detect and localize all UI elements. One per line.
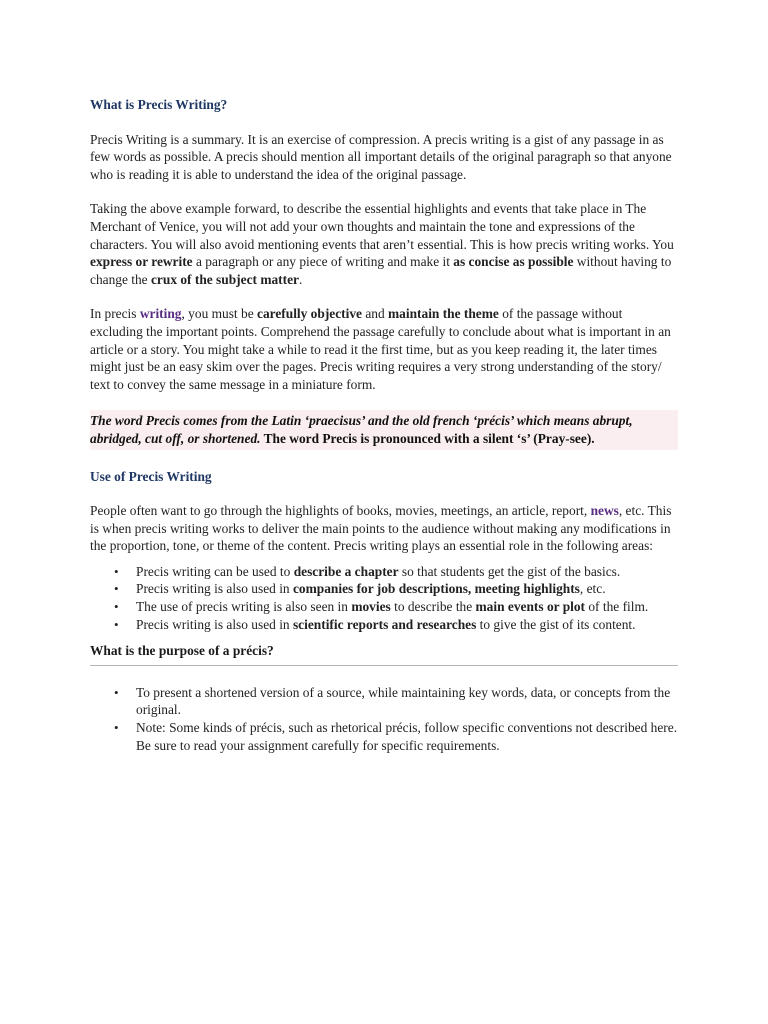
callout-italic-text: The word Precis comes from the Latin ‘praecisus’ and the old french ‘précis’ which means abrupt, abridged, cut off, or shortened.	[90, 413, 633, 446]
text: People often want to go through the highlights of books, movies, meetings, an article, report,	[90, 503, 591, 519]
section-heading-purpose: What is the purpose of a précis?	[90, 643, 274, 659]
bold-text: maintain the theme	[388, 306, 499, 322]
text: to give the gist of its content.	[476, 616, 636, 632]
text: so that students get the gist of the basics.	[398, 563, 621, 579]
text: Taking the above example forward, to describe the essential highlights and events that take place in The Merchant of Venice, you will not add your own thoughts and maintain the tone and expressions of the characters. You will also avoid mentioning events that aren’t essential. This is how precis writing works. You	[90, 201, 674, 252]
text: , you must be	[181, 306, 257, 322]
paragraph-uses	[90, 502, 678, 555]
list-item	[90, 719, 678, 754]
list-item	[90, 616, 678, 634]
writing-link[interactable]: writing	[139, 306, 182, 322]
bold-text: carefully objective	[257, 306, 362, 322]
text: of the passage without excluding the important points. Comprehend the passage carefully to conclude about what is important in an article or a story. You might take a while to read it the first time, but as you keep reading it, the later times might just be an easy skim over the pages. Precis writing requires a very strong understanding of the story/ text to convey the same message in a miniature form.	[90, 306, 671, 392]
bold-text: main events or plot	[475, 599, 586, 615]
bullet-icon: •	[114, 581, 119, 597]
uses-list	[90, 563, 678, 633]
bullet-icon: •	[114, 684, 119, 700]
divider	[90, 665, 678, 666]
section-heading-use-of-precis: Use of Precis Writing	[90, 468, 212, 484]
text: The use of precis writing is also seen in	[136, 599, 352, 615]
bold-text: companies for job descriptions, meeting highlights	[292, 581, 580, 597]
section-heading-what-is-precis: What is Precis Writing?	[90, 97, 228, 112]
text: .	[298, 271, 303, 287]
text: without having to change the	[90, 254, 672, 287]
text: to describe the	[390, 599, 476, 615]
news-link[interactable]: news	[590, 503, 619, 519]
text: , etc.	[579, 581, 606, 597]
bullet-icon: •	[114, 599, 119, 615]
text: and	[361, 306, 389, 322]
bold-text: scientific reports and researches	[292, 616, 477, 632]
text: , etc. This is when precis writing works to deliver the main points to the audience without making any modifications in the proportion, tone, or theme of the content. Precis writing plays an essential role in the following areas:	[90, 503, 672, 554]
list-item	[90, 598, 678, 616]
bullet-icon: •	[114, 616, 119, 632]
paragraph-example	[90, 200, 678, 288]
bold-text: describe a chapter	[293, 563, 399, 579]
text: Note: Some kinds of précis, such as rhetorical précis, follow specific conventions not described here. Be sure to read your assignment carefully for specific requirements.	[136, 720, 678, 753]
text: Precis writing is also used in	[136, 581, 293, 597]
callout-bold-text: The word Precis is pronounced with a silent ‘s’ (Pray-see).	[260, 430, 595, 446]
text: To present a shortened version of a source, while maintaining key words, data, or concepts from the original.	[136, 684, 671, 718]
bold-text: movies	[351, 599, 391, 615]
text: Precis writing is also used in	[136, 616, 293, 632]
list-item	[90, 580, 678, 598]
text: Precis writing can be used to	[136, 563, 294, 579]
text: of the film.	[585, 599, 649, 615]
bullet-icon: •	[114, 720, 119, 736]
list-item	[90, 684, 678, 719]
text: a paragraph or any piece of writing and make it	[192, 254, 454, 270]
bold-text: express or rewrite	[90, 254, 193, 270]
document-page	[90, 96, 678, 754]
etymology-callout	[90, 410, 678, 449]
paragraph-objectivity	[90, 305, 678, 393]
paragraph-definition: Precis Writing is a summary. It is an exercise of compression. A precis writing is a gist of any passage in as few words as possible. A precis should mention all important details of the original paragraph so that anyone who is reading it is able to understand the idea of the original passage.	[90, 131, 672, 182]
text: In precis	[90, 306, 140, 322]
purpose-list	[90, 684, 678, 754]
bold-text: as concise as possible	[453, 254, 574, 270]
list-item	[90, 563, 678, 581]
bold-text: crux of the subject matter	[150, 271, 299, 287]
bullet-icon: •	[114, 563, 119, 579]
